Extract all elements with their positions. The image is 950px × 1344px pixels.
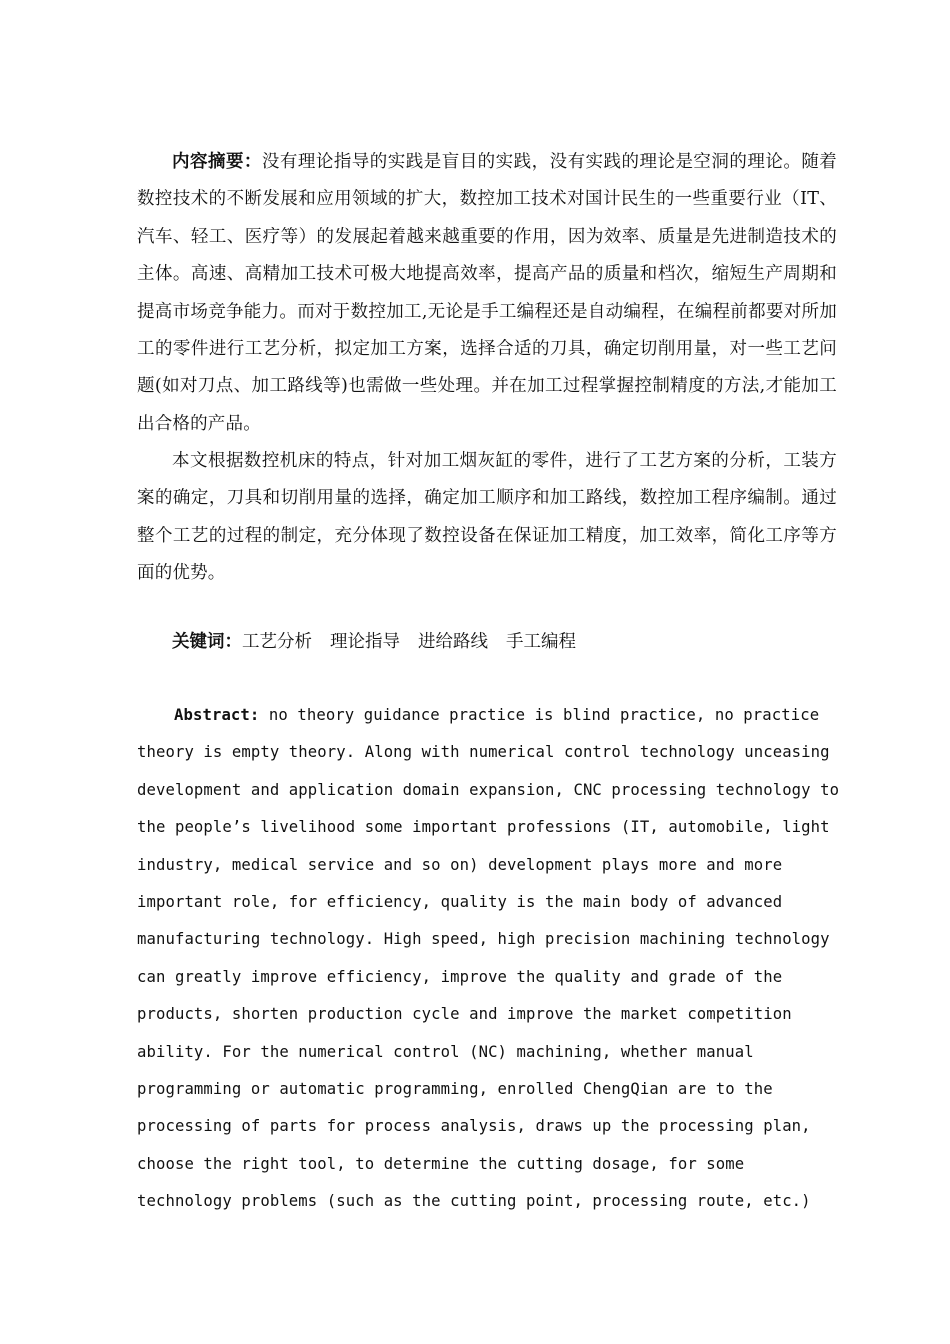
keyword-item: 理论指导: [330, 632, 400, 652]
chinese-abstract-text-1: 没有理论指导的实践是盲目的实践，没有实践的理论是空洞的理论。随着数控技术的不断发展和应用领域的扩大，数控加工技术对国计民生的一些重要行业（IT、汽车、轻工、医疗等）的发展起着越来越重要的作用，因为效率、质量是先进制造技术的主体。高速、高精加工技术可极大地提高效率，提高产品的质量和档次，缩短生产周期和提高市场竞争能力。而对于数控加工,无论是手工编程还是自动编程，在编程前都要对所加工的零件进行工艺分析，拟定加工方案，选择合适的刀具，确定切削用量，对一些工艺问题(如对刀点、加工路线等)也需做一些处理。并在加工过程掌握控制精度的方法,才能加工出合格的产品。: [137, 152, 837, 434]
chinese-abstract-paragraph-1: [137, 144, 837, 443]
chinese-abstract-paragraph-2: 本文根据数控机床的特点，针对加工烟灰缸的零件，进行了工艺方案的分析，工装方案的确定，刀具和切削用量的选择，确定加工顺序和加工路线，数控加工程序编制。通过整个工艺的过程的制定，充分体现了数控设备在保证加工精度，加工效率，简化工序等方面的优势。: [137, 451, 837, 584]
chinese-abstract-label: 内容摘要：: [172, 152, 262, 172]
english-abstract-paragraph: [137, 697, 842, 1221]
chinese-body: [137, 443, 837, 593]
english-abstract-label: Abstract:: [174, 706, 260, 724]
english-abstract: [137, 697, 842, 1221]
keyword-item: 进给路线: [418, 632, 488, 652]
chinese-abstract: [137, 144, 837, 443]
english-abstract-text: no theory guidance practice is blind practice, no practice theory is empty theory. Along with numerical control technology unceasing development and application domain expansion, CNC processing technology to the people’s livelihood some important professions (IT, automobile, light industry, medical service and so on) development plays more and more important role, for efficiency, quality is the main body of advanced manufacturing technology. High speed, high precision machining technology can greatly improve efficiency, improve the quality and grade of the products, shorten production cycle and improve the market competition ability. For the numerical control (NC) machining, whether manual programming or automatic programming, enrolled ChengQian are to the processing of parts for process analysis, draws up the processing plan, choose the right tool, to determine the cutting dosage, for some technology problems (such as the cutting point, processing route, etc.): [137, 706, 840, 1211]
keyword-item: 工艺分析: [242, 632, 312, 652]
keywords-line: [137, 624, 837, 661]
keywords-label: 关键词：: [172, 632, 242, 652]
keyword-item: 手工编程: [506, 632, 576, 652]
